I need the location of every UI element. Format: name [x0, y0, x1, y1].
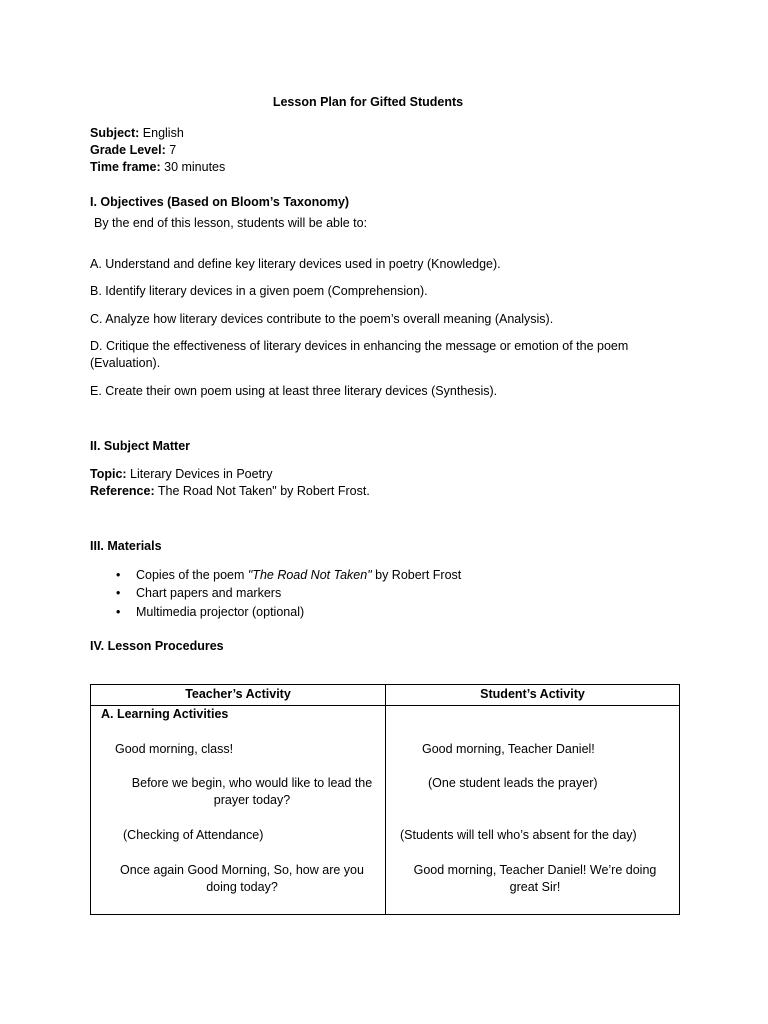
- teacher-cell: [91, 706, 386, 915]
- materials-heading: III. Materials: [90, 539, 162, 553]
- topic-value: Literary Devices in Poetry: [126, 467, 273, 481]
- topic-label: Topic:: [90, 467, 127, 481]
- column-header-teacher: Teacher’s Activity: [91, 685, 386, 706]
- time-line: [90, 159, 225, 176]
- subject-label: Subject:: [90, 126, 140, 140]
- subject-line: [90, 125, 184, 142]
- reference-value: The Road Not Taken" by Robert Frost.: [154, 484, 370, 498]
- teacher-line: Before we begin, who would like to lead the prayer today?: [131, 776, 373, 807]
- materials-item: Multimedia projector (optional): [136, 605, 305, 619]
- teacher-line: Once again Good Morning, So, how are you doing today?: [120, 863, 364, 894]
- materials-item-prefix: Copies of the poem: [136, 568, 248, 582]
- bullet-icon: •: [116, 605, 121, 619]
- table-header-row: [91, 685, 680, 706]
- grade-label: Grade Level:: [90, 143, 166, 157]
- teacher-line: (Checking of Attendance): [123, 828, 264, 842]
- student-line: Good morning, Teacher Daniel! We’re doing great Sir!: [413, 863, 657, 894]
- section-label: A. Learning Activities: [101, 707, 229, 721]
- bullet-icon: •: [116, 568, 121, 582]
- topic-line: [90, 466, 272, 483]
- student-line: (Students will tell who’s absent for the day): [400, 828, 637, 842]
- objective-item: A. Understand and define key literary devices used in poetry (Knowledge).: [90, 257, 501, 271]
- column-header-student: Student’s Activity: [386, 685, 680, 706]
- time-value: 30 minutes: [160, 160, 226, 174]
- materials-item-suffix: by Robert Frost: [371, 568, 462, 582]
- page-title: Lesson Plan for Gifted Students: [272, 95, 464, 109]
- student-line: Good morning, Teacher Daniel!: [422, 742, 595, 756]
- poem-title: "The Road Not Taken": [247, 568, 372, 582]
- time-label: Time frame:: [90, 160, 161, 174]
- objective-item: B. Identify literary devices in a given poem (Comprehension).: [90, 284, 428, 298]
- table-row: [91, 706, 680, 915]
- subject-matter-heading: II. Subject Matter: [90, 439, 191, 453]
- bullet-icon: •: [116, 586, 121, 600]
- objective-item: C. Analyze how literary devices contribute to the poem’s overall meaning (Analysis).: [90, 312, 554, 326]
- grade-line: [90, 142, 176, 159]
- reference-label: Reference:: [90, 484, 155, 498]
- student-line: (One student leads the prayer): [428, 776, 598, 790]
- grade-value: 7: [165, 143, 177, 157]
- objectives-heading: I. Objectives (Based on Bloom’s Taxonomy): [90, 195, 350, 209]
- materials-item: [136, 567, 461, 584]
- procedures-heading: IV. Lesson Procedures: [90, 639, 224, 653]
- objective-item-continued: (Evaluation).: [90, 356, 161, 370]
- materials-item: Chart papers and markers: [136, 586, 282, 600]
- procedures-table: [90, 684, 680, 915]
- objective-item: E. Create their own poem using at least three literary devices (Synthesis).: [90, 384, 498, 398]
- teacher-line: Good morning, class!: [115, 742, 234, 756]
- student-cell: [386, 706, 680, 915]
- objectives-intro: By the end of this lesson, students will be able to:: [94, 216, 368, 230]
- objective-item: D. Critique the effectiveness of literary devices in enhancing the message or emotion of the poem: [90, 339, 629, 353]
- subject-value: English: [139, 126, 184, 140]
- reference-line: [90, 483, 370, 500]
